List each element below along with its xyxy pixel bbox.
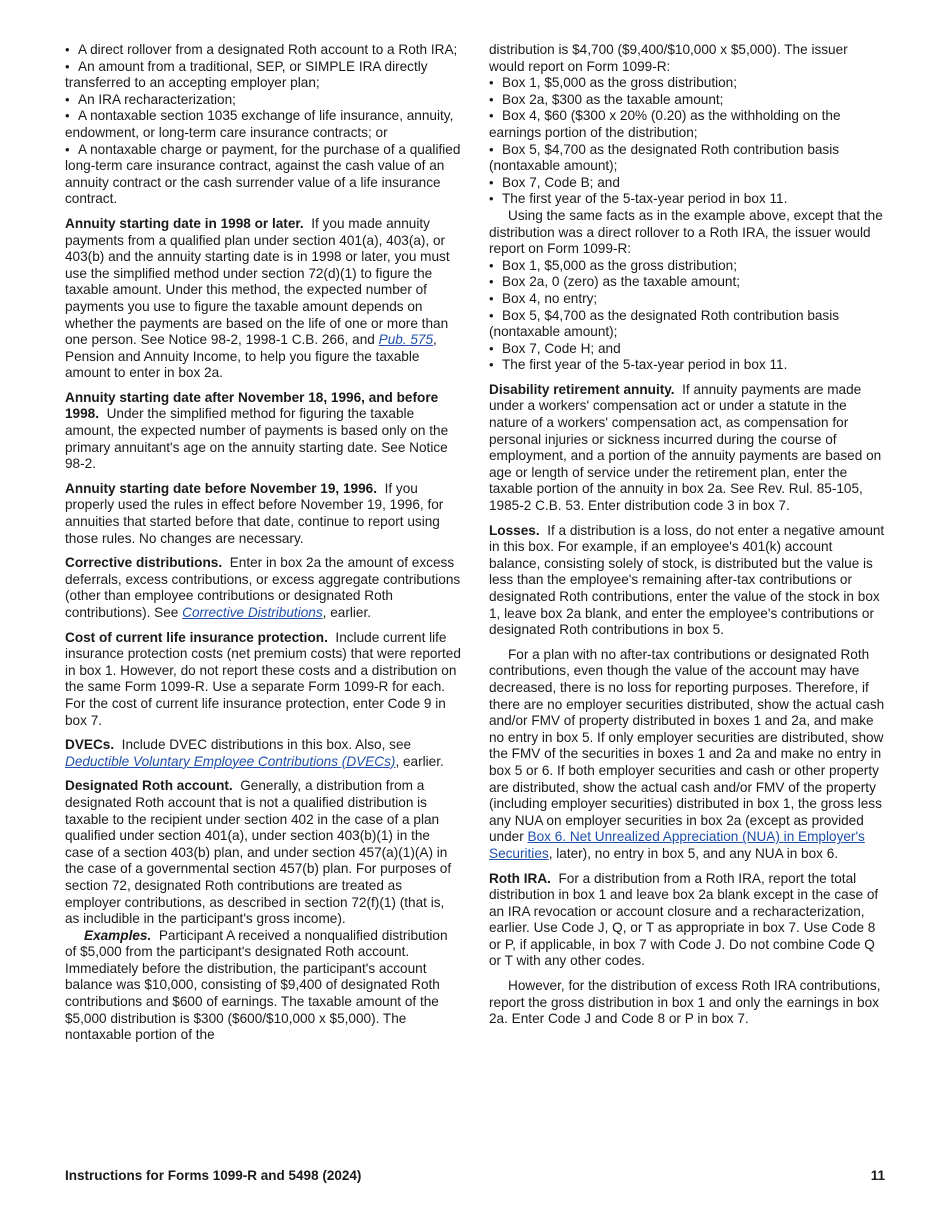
left-column xyxy=(65,42,461,1044)
life-insurance-paragraph: Cost of current life insurance protection. Include current life insurance protection costs (net premium costs) that were reported in box 1. However, do not report these costs and a distribution on the same Form 1099-R. Use a separate Form 1099-R for each. For the cost of current life insurance protection, enter Code 9 in box 7. xyxy=(65,629,461,728)
list-item: • An IRA recharacterization; xyxy=(65,92,461,109)
section-heading: Corrective distributions. xyxy=(65,555,223,571)
disability-paragraph: Disability retirement annuity. If annuity payments are made under a workers' compensation act or under a statute in the nature of a workers' compensation act, as compensation for personal injuries or sickness incurred during the course of employment, and a portion of the annuity payments are based on age or length of service under the retirement plan, enter the taxable portion of the annuity in box 2a. See Rev. Rul. 85-105, 1985-2 C.B. 53. Enter distribution code 3 in box 7. xyxy=(489,381,882,514)
list-item: • Box 5, $4,700 as the designated Roth contribution basis (nontaxable amount); xyxy=(489,308,885,341)
corrective-distributions-link[interactable]: Corrective Distributions xyxy=(182,605,323,620)
section-heading: Annuity starting date after November 18, 1996, and before 1998. xyxy=(65,389,439,422)
section-heading: Disability retirement annuity. xyxy=(489,381,675,397)
dvecs-paragraph: DVECs. Include DVEC distributions in this box. Also, see Deductible Voluntary Employee Contributions (DVECs), earlier. xyxy=(65,737,444,769)
section-heading: Annuity starting date in 1998 or later. xyxy=(65,215,304,231)
list-item: • Box 7, Code B; and xyxy=(489,175,885,192)
pub-575-link[interactable]: Pub. 575 xyxy=(378,332,434,348)
box-6-nua-link[interactable]: Box 6. Net Unrealized Appreciation (NUA) in Employer's Securities xyxy=(489,829,865,861)
list-item: • Box 4, $60 ($300 x 20% (0.20) as the withholding on the earnings portion of the distribution; xyxy=(489,108,885,141)
list-item: • The first year of the 5-tax-year period in box 11. xyxy=(489,357,885,374)
list-item: • A nontaxable charge or payment, for the purchase of a qualified long-term care insurance contract, against the cash value of an annuity contract or the cash surrender value of a life insurance contract. xyxy=(65,142,461,208)
right-column xyxy=(489,42,885,1028)
list-item: • Box 4, no entry; xyxy=(489,291,885,308)
list-item: • Box 1, $5,000 as the gross distribution; xyxy=(489,75,885,92)
list-item: • Box 2a, 0 (zero) as the taxable amount; xyxy=(489,274,885,291)
section-heading: DVECs. xyxy=(65,737,115,753)
list-item: • An amount from a traditional, SEP, or SIMPLE IRA directly transferred to an accepting employer plan; xyxy=(65,59,461,92)
examples-heading: Examples. xyxy=(84,927,152,943)
footer-title: Instructions for Forms 1099-R and 5498 (2024) xyxy=(65,1168,362,1183)
roth-ira-paragraph: Roth IRA. For a distribution from a Roth IRA, report the total distribution in box 1 and leave box 2a blank except in the case of an IRA revocation or account closure and a recharacterization, earlier. Use Code J, Q, or T as appropriate in box 7. Use Code 8 or P, if applicable, in box 7 with Code J. Do not combine Code Q or T with any other codes. xyxy=(489,870,879,969)
roth-account-paragraph: Designated Roth account. Generally, a distribution from a designated Roth account that is not a qualified distribution is taxable to the recipient under section 402 in the case of a plan qualified under section 401(a), under section 403(b)(1) in the case of a section 403(b) plan, and under section 457(a)(1)(A) in the case of a governmental section 457(b) plan. For purposes of section 72, designated Roth contributions are treated as employer contributions, as described in section 72(f)(1) (that is, as includible in the participant's gross income). xyxy=(65,778,452,927)
list-item: • Box 5, $4,700 as the designated Roth contribution basis (nontaxable amount); xyxy=(489,142,885,175)
list-item: • The first year of the 5-tax-year period in box 11. xyxy=(489,191,885,208)
section-heading: Roth IRA. xyxy=(489,870,551,886)
list-item: • Box 1, $5,000 as the gross distribution; xyxy=(489,258,885,275)
continued-paragraph: distribution is $4,700 ($9,400/$10,000 x $5,000). The issuer would report on Form 1099-R: xyxy=(489,42,848,74)
plan-no-aftertax-paragraph: For a plan with no after-tax contributions or designated Roth contributions, even though the value of the account may have decreased, there is no loss for reporting purposes. Therefore, if there are no employer securities distributed, show the actual cash and/or FMV of property distributed in boxes 1 and 2a, and make no entry in box 5. If only employer securities are distributed, show the FMV of the securities in boxes 1 and 2a and make no entry in box 5 or 6. If both employer securities and cash or other property are distributed, show the actual cash and/or FMV of the property (including employer securities) distributed in box 1, the gross less any NUA on employer securities in box 2a (except as provided under Box 6. Net Unrealized Appreciation (NUA) in Employer's Securities, later), no entry in box 5, and any NUA in box 6. xyxy=(489,646,885,861)
section-heading: Losses. xyxy=(489,522,540,538)
losses-paragraph: Losses. If a distribution is a loss, do not enter a negative amount in this box. For example, if an employee's 401(k) account balance, consisting solely of stock, is distributed but the value is less than the employee's remaining after-tax contributions or designated Roth contributions, enter the value of the stock in box 1, leave box 2a blank, and enter the employee's contributions or designated Roth contributions in box 5. xyxy=(489,522,885,638)
same-facts-paragraph: Using the same facts as in the example above, except that the distribution was a direct rollover to a Roth IRA, the issuer would report on Form 1099-R: xyxy=(489,207,883,257)
page-number: 11 xyxy=(870,1168,885,1183)
examples-paragraph: Examples. Participant A received a nonqualified distribution of $5,000 from the participant's designated Roth account. Immediately before the distribution, the participant's account balance was $10,000, consisting of $9,400 of designated Roth contributions and $600 of earnings. The taxable amount of the $5,000 distribution is $300 ($600/$10,000 x $5,000). The nontaxable portion of the xyxy=(65,927,448,1043)
list-item: • Box 7, Code H; and xyxy=(489,341,885,358)
section-heading: Cost of current life insurance protection. xyxy=(65,629,328,645)
section-heading: Annuity starting date before November 19, 1996. xyxy=(65,480,377,496)
page-footer xyxy=(65,1168,885,1185)
annuity-1998-paragraph: Annuity starting date in 1998 or later. If you made annuity payments from a qualified plan under section 401(a), 403(a), or 403(b) and the annuity starting date is in 1998 or later, you must use the simplified method under section 72(d)(1) to figure the taxable amount. Under this method, the expected number of payments you use to figure the taxable amount depends on whether the payments are based on the life of one or more than one person. See Notice 98-2, 1998-1 C.B. 266, and Pub. 575, Pension and Annuity Income, to help you figure the taxable amount to enter in box 2a. xyxy=(65,215,450,381)
dvecs-link[interactable]: Deductible Voluntary Employee Contributions (DVECs) xyxy=(65,753,396,769)
annuity-after-paragraph: Annuity starting date after November 18, 1996, and before 1998. Under the simplified method for figuring the taxable amount, the expected number of payments is based only on the primary annuitant's age on the annuity starting date. See Notice 98-2. xyxy=(65,389,449,472)
section-heading: Designated Roth account. xyxy=(65,778,233,794)
list-item: • A nontaxable section 1035 exchange of life insurance, annuity, endowment, or long-term care insurance contracts; or xyxy=(65,108,461,141)
excess-roth-paragraph: However, for the distribution of excess Roth IRA contributions, report the gross distribution in box 1 and only the earnings in box 2a. Enter Code J and Code 8 or P in box 7. xyxy=(489,978,881,1027)
list-item: • A direct rollover from a designated Roth account to a Roth IRA; xyxy=(65,42,461,59)
corrective-paragraph: Corrective distributions. Enter in box 2a the amount of excess deferrals, excess contributions, or excess aggregate contributions (other than employee contributions or designated Roth contributions). See Corrective Distributions, earlier. xyxy=(65,555,461,620)
list-item: • Box 2a, $300 as the taxable amount; xyxy=(489,92,885,109)
annuity-before-paragraph: Annuity starting date before November 19, 1996. If you properly used the rules in effect before November 19, 1996, for annuities that started before that date, continue to report using those rules. No changes are necessary. xyxy=(65,480,444,546)
